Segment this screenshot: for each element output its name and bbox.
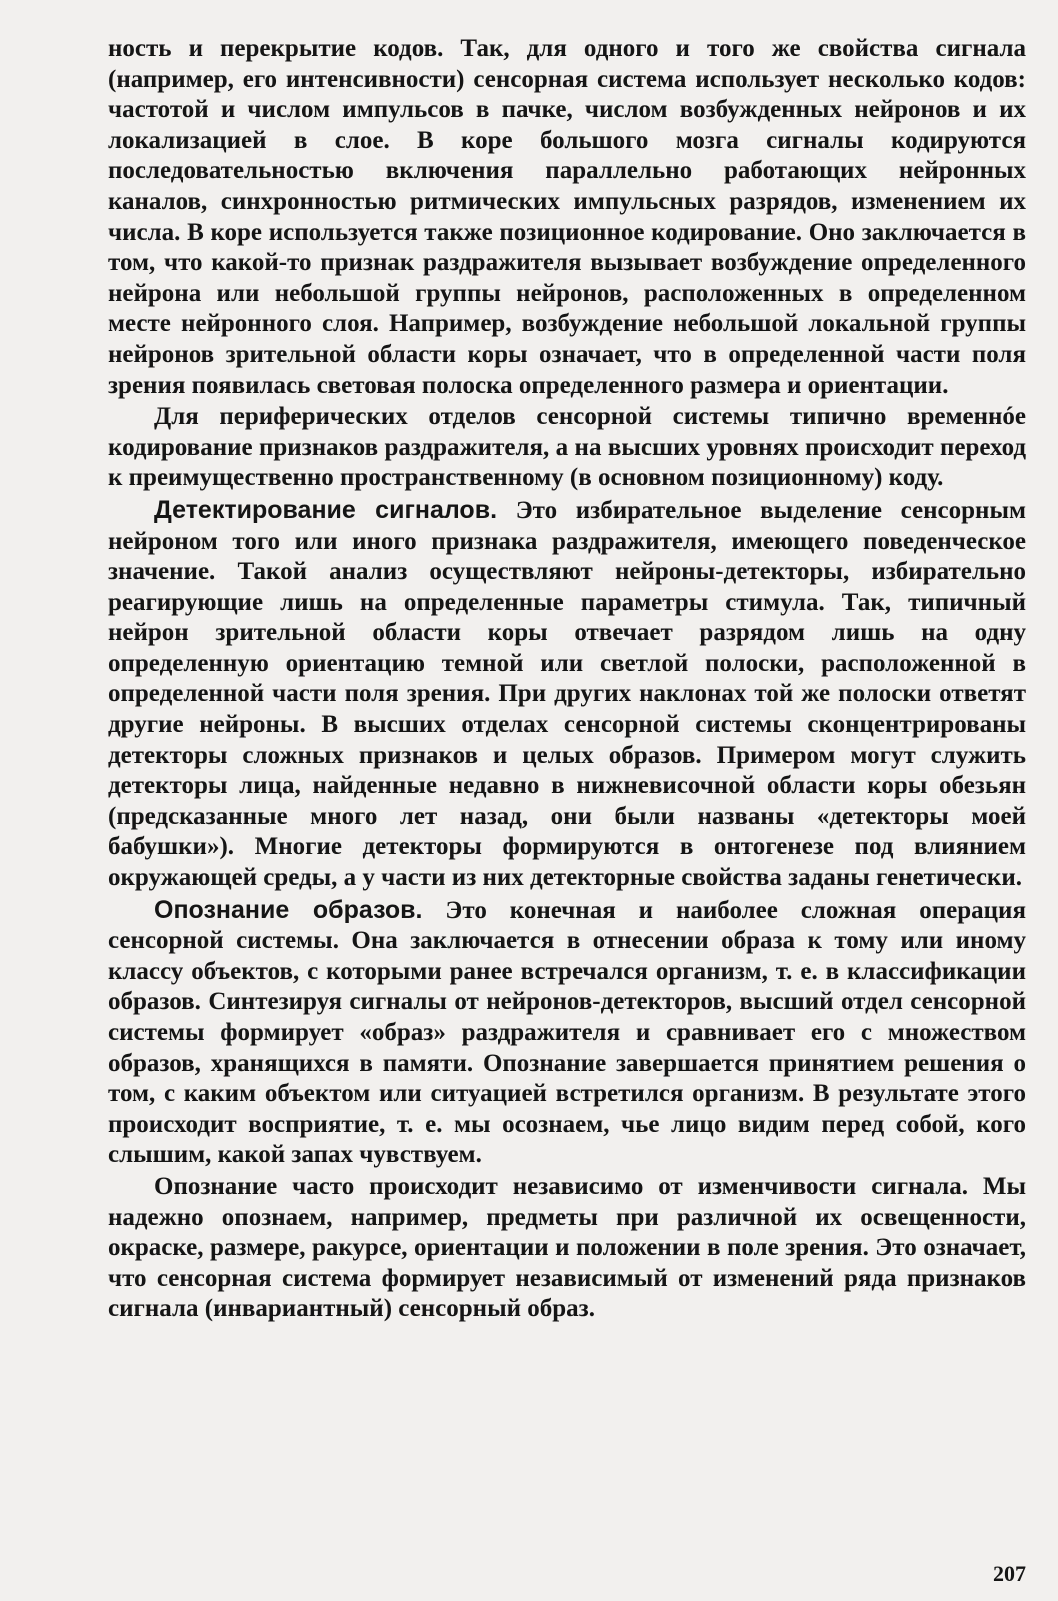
paragraph-text: Опознание часто происходит независимо от изменчивости сигнала. Мы надежно опознаем, например, предметы при различной их освещенности, окраске, размере, ракурсе, ориентации и положении в поле зрения. Это означает, что сенсорная система формирует независимый от изменений ряда признаков сигнала (инвариантный) сенсорный образ. [108, 1172, 1026, 1323]
paragraph-text: ность и перекрытие кодов. Так, для одного и того же свойства сигнала (например, его интенсивности) сенсорная система использует несколько кодов: частотой и числом импульсов в пачке, числом возбужденных нейронов и их локализацией в слое. В коре большого мозга сигналы кодируются последовательностью включения параллельно работающих нейронных каналов, синхронностью ритмических импульсных разрядов, изменением их числа. В коре используется также позиционное кодирование. Оно заключается в том, что какой-то признак раздражителя вызывает возбуждение определенного нейрона или небольшой группы нейронов, расположенных в определенном месте нейронного слоя. Например, возбуждение небольшой локальной группы нейронов зрительной области коры означает, что в определенной части поля зрения появилась световая полоска определенного размера и ориентации. [108, 35, 1026, 399]
paragraph-pattern-recognition [108, 895, 1026, 1171]
paragraph-text: Это конечная и наиболее сложная операция сенсорной системы. Она заключается в отнесении образа к тому или иному классу объектов, с которыми ранее встречался организм, т. е. в классификации образов. Синтезируя сигналы от нейронов-детекторов, высший отдел сенсорной системы формирует «образ» раздражителя и сравнивает его с множеством образов, хранящихся в памяти. Опознание завершается принятием решения о том, с каким объектом или ситуацией встретился организм. В результате этого происходит восприятие, т. е. мы осознаем, чье лицо видим перед собой, кого слышим, какой запах чувствуем. [108, 896, 1026, 1169]
paragraph-signal-detection [108, 495, 1026, 894]
paragraph-invariance [108, 1172, 1026, 1325]
paragraph-text: Это избирательное выделение сенсорным нейроном того или иного признака раздражителя, имеющего поведенческое значение. Такой анализ осуществляют нейроны-детекторы, избирательно реагирующие лишь на определенные параметры стимула. Так, типичный нейрон зрительной области коры отвечает разрядом лишь на одну определенную ориентацию темной или светлой полоски, расположенной в определенной части поля зрения. При других наклонах той же полоски ответят другие нейроны. В высших отделах сенсорной системы сконцентрированы детекторы сложных признаков и целых образов. Примером могут служить детекторы лица, найденные недавно в нижневисочной области коры обезьян (предсказанные много лет назад, они были названы «детекторы моей бабушки»). Многие детекторы формируются в онтогенезе под влиянием окружающей среды, а у части из них детекторные свойства заданы генетически. [108, 496, 1026, 892]
body-text [108, 34, 1026, 1325]
paragraph-peripheral-coding [108, 402, 1026, 494]
run-in-heading: Опознание образов. [154, 895, 423, 924]
paragraph-text: Для периферических отделов сенсорной системы типично временнóе кодирование признаков раздражителя, а на высших уровнях происходит переход к преимущественно пространственному (в основном позиционному) коду. [108, 403, 1026, 492]
paragraph-coding-continued [108, 34, 1026, 401]
page-number: 207 [993, 1561, 1026, 1586]
run-in-heading: Детектирование сигналов. [154, 495, 498, 524]
